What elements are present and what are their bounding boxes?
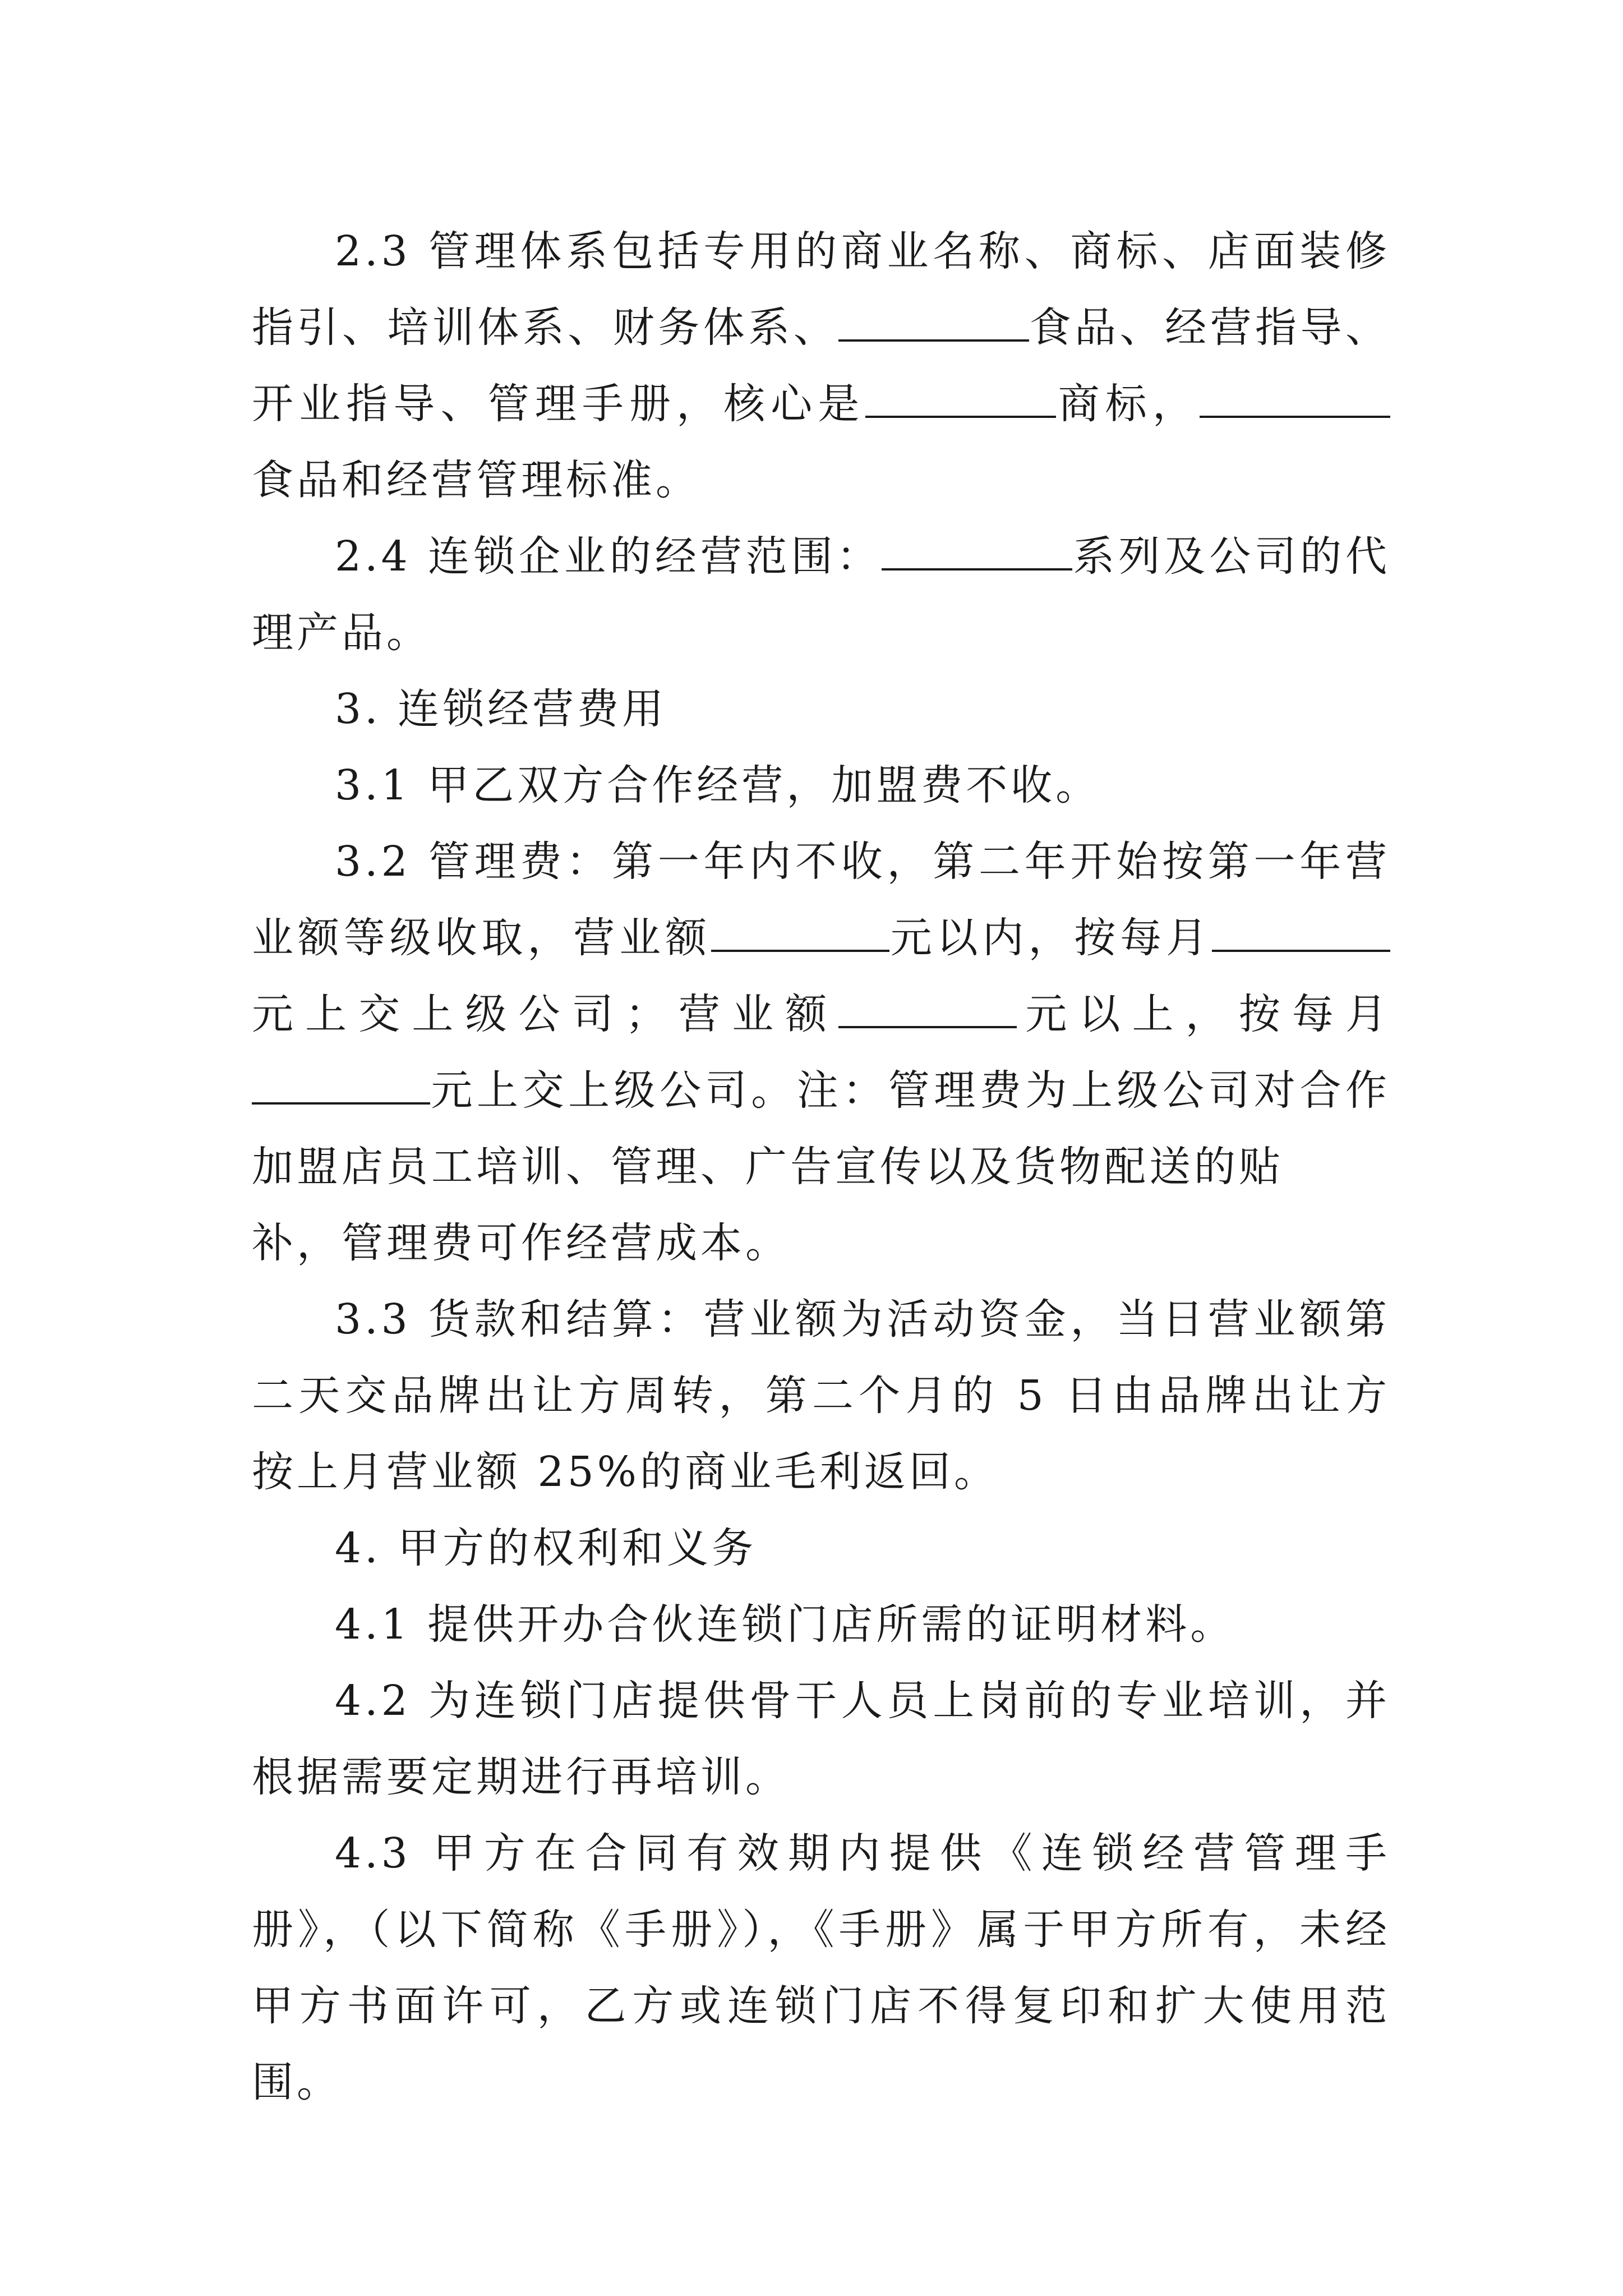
clause-2-3-text-3: 商标，: [1055, 380, 1200, 428]
clause-3-3: 3.3 货款和结算：营业额为活动资金，当日营业额第二天交品牌出让方周转，第二个月的 5 日由品牌出让方按上月营业额 25%的商业毛利返回。: [252, 1295, 1390, 1496]
blank-line: [838, 306, 1029, 342]
clause-2-3-text-4: 食品和经营管理标准。: [252, 456, 700, 504]
blank-line: [865, 382, 1056, 418]
clause-3-2-text-5: 元上交上级公司。注：管理费为上级公司对合作加盟店员工培训、管理、广告宣传以及货物配送的贴: [252, 1066, 1390, 1191]
clause-3-1: 3.1 甲乙双方合作经营，加盟费不收。: [335, 761, 1101, 809]
section-3-heading: 3. 连锁经营费用: [335, 685, 667, 733]
blank-line: [711, 916, 889, 952]
clause-3-2-text-4: 元以上，按每月: [1017, 990, 1391, 1038]
clause-3-2-text-2: 元以内，按每月: [889, 914, 1212, 962]
clause-2-4-text-1: 2.4 连锁企业的经营范围：: [335, 532, 882, 581]
clause-2-4-text-2: 系列及公司的代理产品。: [252, 532, 1390, 657]
clause-3-2-text-3: 元上交上级公司；营业额: [252, 990, 839, 1038]
clause-4-3: 4.3 甲方在合同有效期内提供《连锁经营管理手册》，（以下简称《手册》），《手册》属于甲方所有，未经甲方书面许可，乙方或连锁门店不得复印和扩大使用范围。: [252, 1829, 1390, 2106]
clause-2-3-text-1: 2.3 管理体系包括专用的商业名称、商标、店面装修指引、培训体系、财务体系、: [252, 227, 1390, 352]
clause-3-2-continuation: 补，管理费可作经营成本。: [252, 1219, 790, 1267]
clause-4-1: 4.1 提供开办合伙连锁门店所需的证明材料。: [335, 1600, 1235, 1649]
clause-3-2: [252, 823, 1390, 1205]
blank-line: [1212, 916, 1390, 952]
blank-line: [1200, 382, 1390, 418]
blank-line: [252, 1069, 430, 1105]
clause-2-3: [252, 213, 1390, 518]
document-page: [252, 213, 1390, 2120]
blank-line: [882, 535, 1072, 570]
section-4-heading: 4. 甲方的权利和义务: [335, 1524, 757, 1572]
clause-3-2-text-1: 3.2 管理费：第一年内不收，第二年开始按第一年营业额等级收取，营业额: [252, 838, 1390, 962]
clause-2-4: [252, 518, 1390, 671]
blank-line: [838, 992, 1017, 1028]
clause-4-2: 4.2 为连锁门店提供骨干人员上岗前的专业培训，并根据需要定期进行再培训。: [252, 1677, 1390, 1801]
clause-2-3-text-2: 食品、经营指导、开业指导、管理手册，核心是: [252, 303, 1391, 428]
